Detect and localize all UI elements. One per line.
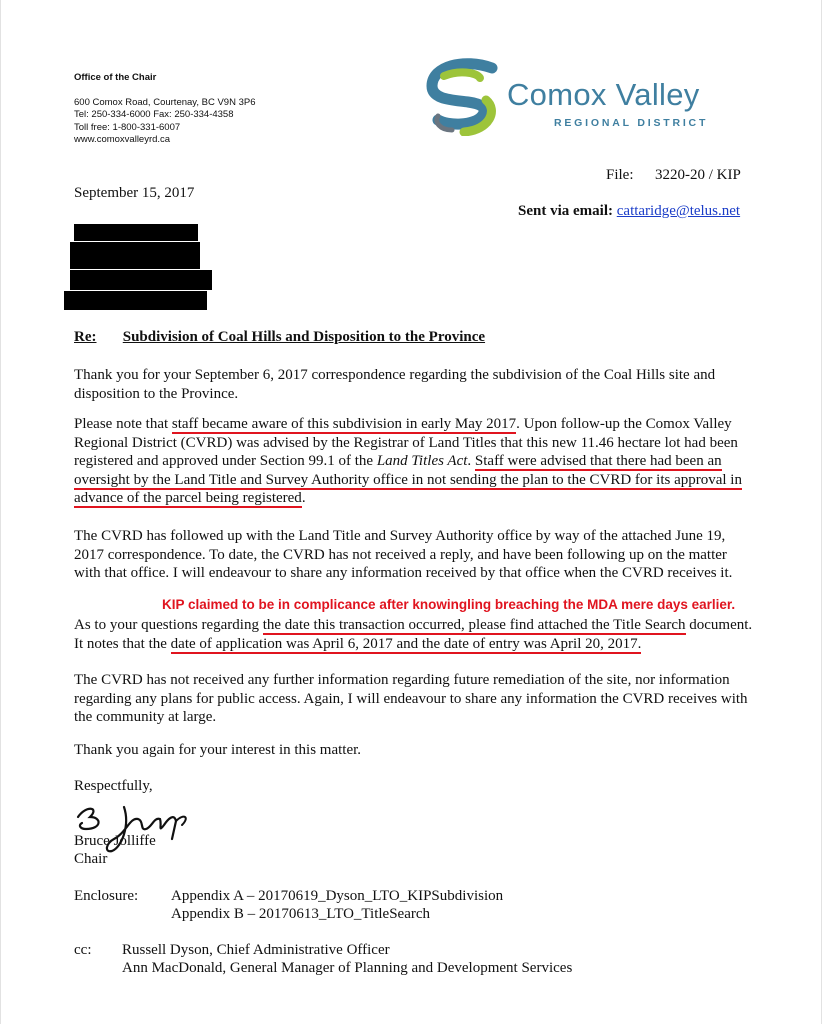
signer-title: Chair — [74, 851, 108, 867]
enclosure-item: Appendix B – 20170613_LTO_TitleSearch — [171, 906, 431, 922]
text-run: . Upon follow-up the Comox Valley Regional District (CVRD) was advised by the Registrar of Land Titles that this new 11.46 hectare lot had been registered and approved under Section 99.1 of the — [74, 416, 738, 470]
text-run: . — [467, 453, 475, 470]
cc-recipient: Russell Dyson, Chief Administrative Officer — [122, 942, 390, 958]
red-underline-highlight: date of application was April 6, 2017 and the date of entry was April 20, 2017. — [170, 635, 642, 652]
website-line: www.comoxvalleyrd.ca — [74, 133, 171, 145]
recipient-email-link[interactable]: cattaridge@telus.net — [616, 203, 741, 219]
redaction-bar — [70, 242, 200, 269]
text-run: . — [301, 490, 306, 507]
toll-free-line: Toll free: 1-800-331-6007 — [74, 121, 181, 133]
closing: Respectfully, — [74, 778, 153, 794]
paragraph-4 — [74, 616, 754, 653]
act-title: Land Titles Act — [376, 453, 468, 470]
signer-name: Bruce Jolliffe — [74, 833, 156, 849]
cc-label: cc: — [74, 942, 92, 958]
enclosure-label: Enclosure: — [74, 888, 139, 904]
paragraph-3-text: The CVRD has followed up with the Land Title and Survey Authority office by way of the attached June 19, 2017 correspondence. To date, the CVRD has not received a reply, and have been following up on the matter with that office. I will endeavour to share any information received by that office when the CVRD receives it. — [74, 528, 733, 582]
sent-via-email — [518, 203, 740, 220]
address-line: 600 Comox Road, Courtenay, BC V9N 3P6 — [74, 97, 256, 108]
paragraph-3 — [74, 527, 754, 583]
red-underline-highlight: Staff were advised that there had been an oversight by the Land Title and Survey Authority office in not sending the plan to the CVRD for its approval in advance of the parcel being registered — [74, 453, 742, 507]
text-run: As to your questions regarding — [74, 617, 263, 633]
office-address — [74, 97, 255, 146]
logo-name: Comox Valley — [507, 77, 700, 112]
paragraph-5-text: The CVRD has not received any further information regarding future remediation of the site, nor information regarding any plans for public access. Again, I will endeavour to share any information the CVRD receives with the community at large. — [74, 672, 748, 726]
redaction-bar — [64, 291, 207, 310]
text-run: document. It notes that the — [74, 617, 753, 652]
paragraph-6 — [74, 741, 754, 760]
letter-date: September 15, 2017 — [74, 185, 195, 201]
office-title: Office of the Chair — [74, 72, 157, 83]
enclosure-item: Appendix A – 20170619_Dyson_LTO_KIPSubdivision — [171, 888, 504, 904]
cc-recipient: Ann MacDonald, General Manager of Planning and Development Services — [122, 960, 573, 976]
paragraph-1 — [74, 366, 754, 403]
red-underline-highlight: the date this transaction occurred, please find attached the Title Search — [262, 617, 686, 633]
paragraph-6-text: Thank you again for your interest in this matter. — [74, 742, 362, 758]
phone-fax-line: Tel: 250-334-6000 Fax: 250-334-4358 — [74, 109, 234, 121]
red-annotation: KIP claimed to be in complicance after knowingling breaching the MDA mere days earlier. — [162, 597, 736, 612]
file-number: 3220-20 / KIP — [655, 167, 741, 183]
subject-text: Subdivision of Coal Hills and Disposition to the Province — [122, 329, 486, 345]
paragraph-2 — [74, 415, 754, 508]
paragraph-5 — [74, 671, 754, 727]
file-label: File: — [606, 167, 634, 183]
paragraph-1-text: Thank you for your September 6, 2017 correspondence regarding the subdivision of the Coal Hills site and disposition to the Province. — [74, 367, 716, 402]
paragraph-4-text — [74, 616, 754, 653]
redaction-bar — [70, 270, 212, 290]
redaction-bar — [74, 224, 198, 241]
red-underline-highlight: staff became aware of this subdivision in early May 2017 — [171, 416, 517, 432]
subject-label: Re: — [74, 329, 97, 345]
text-run: Please note that — [74, 416, 172, 432]
paragraph-2-text — [74, 415, 754, 508]
logo-subtitle: REGIONAL DISTRICT — [554, 117, 709, 129]
sent-via-label: Sent via email: — [518, 203, 613, 219]
subject-line — [74, 329, 485, 346]
